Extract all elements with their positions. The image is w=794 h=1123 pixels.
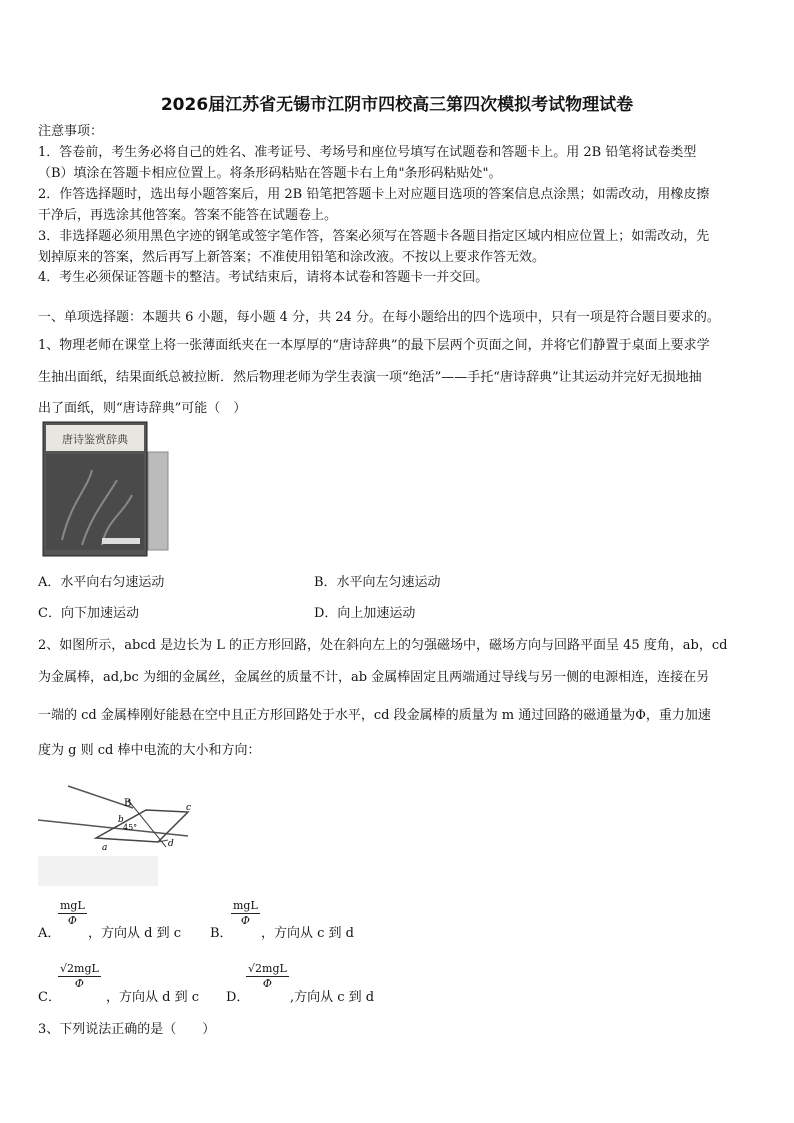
notice-line: 划掉原来的答案，然后再写上新答案；不准使用铅笔和涂改液。不按以上要求作答无效。 [38,250,546,265]
question-text: 度为 g 则 cd 棒中电流的大小和方向： [38,743,261,758]
numerator: mgL [60,899,85,912]
option-a[interactable]: A．水平向右匀速运动 [38,575,165,590]
notice-heading: 注意事项： [38,124,104,139]
question-text: 出了面纸，则“唐诗辞典”可能（ ） [38,401,247,416]
option-d-fraction [246,962,289,990]
option-b-label[interactable]: B． [210,926,233,941]
option-b-fraction [231,899,260,927]
numerator: mgL [233,899,258,912]
question-text: 生抽出面纸，结果面纸总被拉断．然后物理老师为学生表演一项“绝活”——手托“唐诗辞典”让其运动并完好无损地抽 [38,370,702,385]
option-c-fraction [58,962,101,990]
label-angle: 45° [123,823,138,832]
circuit-figure [38,772,208,890]
option-d-text: ,方向从 c 到 d [290,990,375,1005]
option-c-label[interactable]: C． [38,990,61,1005]
page-title: 2026届江苏省无锡市江阴市四校高三第四次模拟考试物理试卷 [160,95,634,115]
question-text: 2、如图所示，abcd 是边长为 L 的正方形回路，处在斜向左上的匀强磁场中，磁场方向与回路平面呈 45 度角，ab，cd [38,638,728,653]
notice-line: （B）填涂在答题卡相应位置上。将条形码粘贴在答题卡右上角"条形码粘贴处"。 [38,166,502,181]
notice-line: 1．答卷前，考生务必将自己的姓名、准考证号、考场号和座位号填写在试题卷和答题卡上。用 2B 铅笔将试卷类型 [38,145,697,160]
label-a: a [102,843,108,853]
denominator: Φ [74,977,84,990]
label-b: b [118,815,124,825]
question-text: 为金属棒，ad,bc 为细的金属丝，金属丝的质量不计，ab 金属棒固定且两端通过导线与另一侧的电源相连，连接在另 [38,670,710,685]
label-c: c [186,803,192,813]
question-text: 1、物理老师在课堂上将一张薄面纸夹在一本厚厚的“唐诗辞典”的最下层两个页面之间，并将它们静置于桌面上要求学 [38,338,710,353]
notice-line: 4．考生必须保证答题卡的整洁。考试结束后，请将本试卷和答题卡一并交回。 [38,270,489,285]
numerator: √2mgL [248,962,287,975]
option-b-text: ，方向从 c 到 d [261,926,354,941]
question-3-text: 3、下列说法正确的是（ ） [38,1022,216,1037]
book-figure [42,420,170,558]
notice-line: 2．作答选择题时，选出每小题答案后，用 2B 铅笔把答题卡上对应题目选项的答案信息点涂黑；如需改动，用橡皮擦 [38,187,710,202]
option-a-label[interactable]: A． [38,926,61,941]
option-d-label[interactable]: D． [226,990,250,1005]
option-a-text: ，方向从 d 到 c [88,926,181,941]
label-B: B [124,798,132,809]
option-c[interactable]: C．向下加速运动 [38,606,139,621]
option-b[interactable]: B．水平向左匀速运动 [314,575,441,590]
notice-line: 3．非选择题必须用黑色字迹的钢笔或签字笔作答，答案必须写在答题卡各题目指定区域内相应位置上；如需改动，先 [38,229,710,244]
notice-line: 干净后，再选涂其他答案。答案不能答在试题卷上。 [38,208,338,223]
section-heading: 一、单项选择题：本题共 6 小题，每小题 4 分，共 24 分。在每小题给出的四个选项中，只有一项是符合题目要求的。 [38,310,720,325]
label-d: d [168,839,174,849]
denominator: Φ [240,914,250,927]
question-text: 一端的 cd 金属棒刚好能悬在空中且正方形回路处于水平，cd 段金属棒的质量为 m 通过回路的磁通量为Φ，重力加速 [38,708,711,723]
numerator: √2mgL [60,962,99,975]
option-c-text: ，方向从 d 到 c [106,990,199,1005]
denominator: Φ [67,914,77,927]
option-a-fraction [58,899,87,927]
denominator: Φ [262,977,272,990]
book-title: 唐诗鉴赏辞典 [62,433,128,446]
option-d[interactable]: D．向上加速运动 [314,606,416,621]
